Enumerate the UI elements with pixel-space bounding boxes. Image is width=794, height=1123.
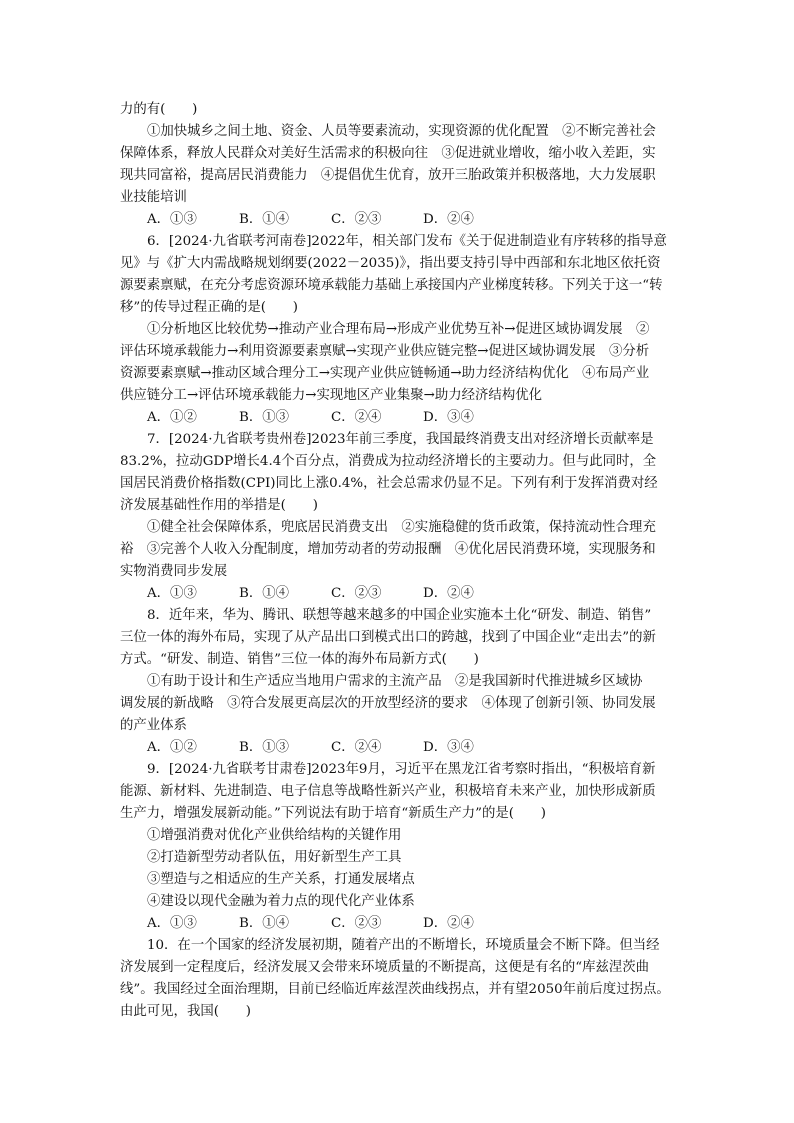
q6-body-line: 供应链分工→评估环境承载能力→实现地区产业集聚→助力经济结构优化	[120, 388, 542, 403]
q6-stem-line: 见》与《扩大内需战略规划纲要(2022－2035)》，指出要支持引导中西部和东北地区依托资	[120, 256, 661, 271]
option-d: D．②④	[423, 212, 474, 227]
q8-stem-line: 三位一体的海外布局，实现了从产品出口到模式出口的跨越，找到了中国企业“走出去”的新	[120, 630, 656, 645]
q8-body-line: 调发展的新战略 ③符合发展更高层次的开放型经济的要求 ④体现了创新引领、协同发展	[120, 696, 656, 711]
q9-item: ③塑造与之相适应的生产关系，打通发展堵点	[147, 872, 415, 887]
q7-body-line: 裕 ③完善个人收入分配制度，增加劳动者的劳动报酬 ④优化居民消费环境，实现服务和	[120, 542, 656, 557]
q5-body-line: 业技能培训	[120, 190, 187, 205]
q5-options	[120, 209, 674, 231]
q9-item: ②打造新型劳动者队伍，用好新型生产工具	[147, 850, 402, 865]
q9-stem-line: 能源、新材料、先进制造、电子信息等战略性新兴产业，积极培育未来产业，加快形成新质	[120, 784, 656, 799]
q7-stem-line: 83.2%，拉动GDP增长4.4个百分点，消费成为拉动经济增长的主要动力。但与此同时，全	[120, 454, 657, 469]
option-d: D．③④	[423, 740, 474, 755]
option-a: A．①③	[147, 212, 197, 227]
option-b: B．①③	[239, 740, 290, 755]
option-a: A．①③	[147, 586, 197, 601]
q9-item: ④建设以现代金融为着力点的现代化产业体系	[147, 894, 415, 909]
q8-stem-line: 方式。“研发、制造、销售”三位一体的海外布局新方式( )	[120, 652, 479, 667]
q10-stem-line: 10．在一个国家的经济发展初期，随着产出的不断增长，环境质量会不断下降。但当经	[147, 938, 660, 953]
q6-stem-line: 源要素禀赋，在充分考虑资源环境承载能力基础上承接国内产业梯度转移。下列关于这一“转	[120, 278, 663, 293]
option-d: D．③④	[423, 410, 474, 425]
q6-body-line: ①分析地区比较优势→推动产业合理布局→形成产业优势互补→促进区域协调发展 ②	[147, 322, 650, 337]
q6-stem-line: 6．[2024·九省联考河南卷]2022年，相关部门发布《关于促进制造业有序转移的指导意	[147, 234, 667, 249]
q7-body-line: ①健全社会保障体系，兜底居民消费支出 ②实施稳健的货币政策，保持流动性合理充	[147, 520, 656, 535]
q9-item: ①增强消费对优化产业供给结构的关键作用	[147, 828, 402, 843]
option-b: B．①④	[239, 212, 290, 227]
q7-options	[120, 583, 674, 605]
q5-body-line: 现共同富裕，提高居民消费能力 ④提倡优生优育，放开三胎政策并积极落地，大力发展职	[120, 168, 656, 183]
q5-body-line: ①加快城乡之间土地、资金、人员等要素流动，实现资源的优化配置 ②不断完善社会	[147, 124, 656, 139]
q6-stem-line: 移”的传导过程正确的是( )	[120, 300, 298, 315]
q7-body-line: 实物消费同步发展	[120, 564, 228, 579]
option-c: C．②④	[331, 740, 382, 755]
q6-body-line: 资源要素禀赋→推动区域合理分工→实现产业供应链畅通→助力经济结构优化 ④布局产业	[120, 366, 650, 381]
q9-stem-line: 9．[2024·九省联考甘肃卷]2023年9月，习近平在黑龙江省考察时指出，“积极培育新	[147, 762, 656, 777]
q7-stem-line: 7．[2024·九省联考贵州卷]2023年前三季度，我国最终消费支出对经济增长贡献率是	[147, 432, 654, 447]
option-a: A．①②	[147, 740, 197, 755]
option-d: D．②④	[423, 586, 474, 601]
q8-options	[120, 737, 674, 759]
q5-body-line: 保障体系，释放人民群众对美好生活需求的积极向往 ③促进就业增收，缩小收入差距，实	[120, 146, 656, 161]
option-a: A．①③	[147, 916, 197, 931]
q10-stem-line: 济发展到一定程度后，经济发展又会带来环境质量的不断提高，这便是有名的“库兹涅茨曲	[120, 960, 650, 975]
q8-stem-line: 8．近年来，华为、腾讯、联想等越来越多的中国企业实施本土化“研发、制造、销售”	[147, 608, 652, 623]
option-b: B．①③	[239, 410, 290, 425]
q10-stem-line: 线”。我国经过全面治理期，目前已经临近库兹涅茨曲线拐点，并有望2050年前后度过拐点。	[120, 982, 670, 997]
option-b: B．①④	[239, 586, 290, 601]
q5-stem-tail: 力的有( )	[120, 102, 198, 117]
q7-stem-line: 济发展基础性作用的举措是( )	[120, 498, 318, 513]
q7-stem-line: 国居民消费价格指数(CPI)同比上涨0.4%，社会总需求仍显不足。下列有利于发挥消费对经	[120, 476, 658, 491]
q6-options	[120, 407, 674, 429]
q9-stem-line: 生产力，增强发展新动能。”下列说法有助于培育“新质生产力”的是( )	[120, 806, 547, 821]
option-c: C．②③	[331, 586, 382, 601]
q8-body-line: 的产业体系	[120, 718, 187, 733]
q8-body-line: ①有助于设计和生产适应当地用户需求的主流产品 ②是我国新时代推进城乡区域协	[147, 674, 643, 689]
option-c: C．②④	[331, 410, 382, 425]
option-c: C．②③	[331, 916, 382, 931]
option-d: D．②④	[423, 916, 474, 931]
option-c: C．②③	[331, 212, 382, 227]
q10-stem-line: 由此可见，我国( )	[120, 1004, 251, 1019]
option-a: A．①②	[147, 410, 197, 425]
option-b: B．①④	[239, 916, 290, 931]
q6-body-line: 评估环境承载能力→利用资源要素禀赋→实现产业供应链完整→促进区域协调发展 ③分析	[120, 344, 650, 359]
q9-options	[120, 913, 674, 935]
